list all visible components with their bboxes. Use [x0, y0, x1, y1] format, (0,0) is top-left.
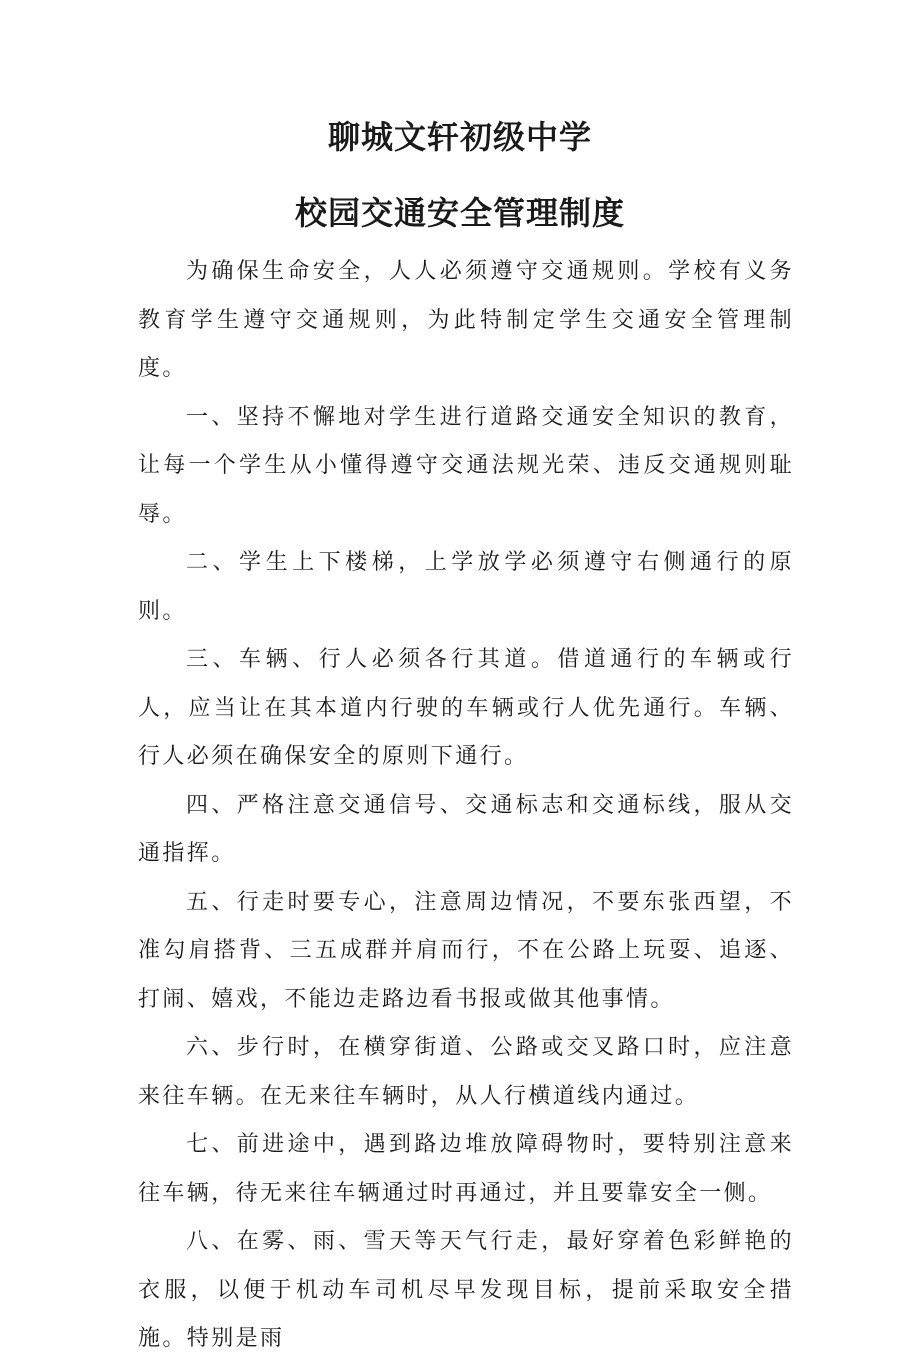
school-name: 聊城文轩初级中学: [327, 118, 592, 156]
paragraph-rule-1: 一、坚持不懈地对学生进行道路交通安全知识的教育，让每一个学生从小懂得遵守交通法规光荣、违反交通规则耻辱。: [138, 404, 794, 527]
paragraph-rule-4: 四、严格注意交通信号、交通标志和交通标线，服从交通指挥。: [138, 792, 794, 866]
paragraph-rule-2: 二、学生上下楼梯，上学放学必须遵守右侧通行的原则。: [138, 550, 794, 624]
document-body: [138, 248, 794, 1364]
paragraph-intro: 为确保生命安全，人人必须遵守交通规则。学校有义务教育学生遵守交通规则，为此特制定学生交通安全管理制度。: [138, 259, 794, 381]
paragraph-rule-7: 七、前进途中，遇到路边堆放障碍物时，要特别注意来往车辆，待无来往车辆通过时再通过，并且要靠安全一侧。: [138, 1132, 794, 1206]
document-title: 校园交通安全管理制度: [294, 194, 625, 232]
paragraph-rule-3: 三、车辆、行人必须各行其道。借道通行的车辆或行人，应当让在其本道内行驶的车辆或行人优先通行。车辆、行人必须在确保安全的原则下通行。: [138, 647, 794, 769]
paragraph-rule-5: 五、行走时要专心，注意周边情况，不要东张西望，不准勾肩搭背、三五成群并肩而行，不在公路上玩耍、追逐、打闹、嬉戏，不能边走路边看书报或做其他事情。: [138, 889, 794, 1012]
paragraph-rule-6: 六、步行时，在横穿街道、公路或交叉路口时，应注意来往车辆。在无来往车辆时，从人行横道线内通过。: [138, 1035, 794, 1109]
paragraph-rule-8: 八、在雾、雨、雪天等天气行走，最好穿着色彩鲜艳的衣服，以便于机动车司机尽早发现目标，提前采取安全措施。特别是雨: [138, 1229, 794, 1351]
